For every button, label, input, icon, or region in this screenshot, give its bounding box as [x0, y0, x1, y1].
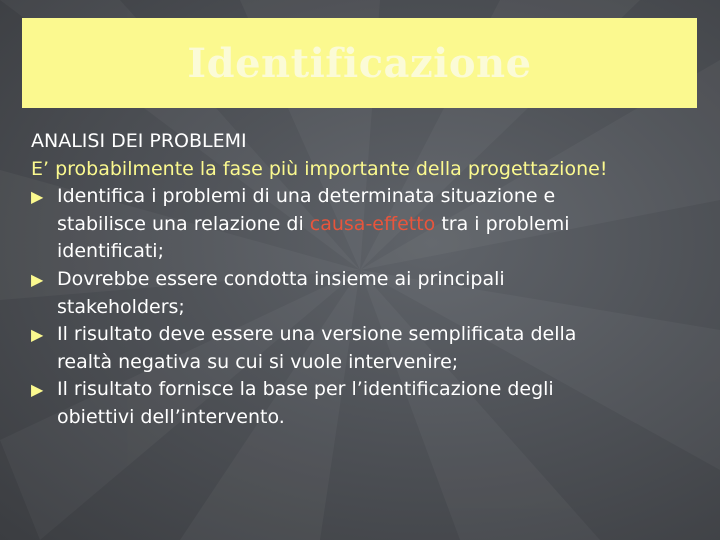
bullet-arrow-icon: ▶ [31, 325, 44, 345]
bullet-text-line [57, 211, 701, 239]
bullet-arrow-icon: ▶ [31, 380, 44, 400]
highlight-text: causa-effetto [309, 212, 436, 235]
bullet-text-line: obiettivi dell’intervento. [57, 405, 285, 428]
bullet-text-line: realtà negativa su cui si vuole intervenire; [57, 350, 459, 373]
bullet-arrow-icon: ▶ [31, 187, 44, 207]
bullet-item [31, 321, 701, 376]
bullet-arrow-icon: ▶ [31, 269, 44, 289]
section-heading: ANALISI DEI PROBLEMI [31, 130, 247, 152]
bullet-text-line: Il risultato deve essere una versione semplificata della [57, 323, 577, 346]
intro-text: E’ probabilmente la fase più importante della progettazione! [31, 157, 608, 180]
bullet-text-line: Dovrebbe essere condotta insieme ai principali [57, 267, 505, 290]
bullet-text-line: Identifica i problemi di una determinata situazione e [57, 185, 556, 208]
bullet-item [31, 376, 701, 431]
bullet-text-line: identificati; [57, 240, 164, 263]
slide-title: Identificazione [187, 39, 532, 87]
title-box [22, 18, 697, 108]
bullet-item [31, 183, 701, 266]
bullet-text-line: Il risultato fornisce la base per l’identificazione degli [57, 378, 554, 401]
bullet-text-segment: tra i problemi [435, 212, 570, 235]
bullet-item [31, 266, 701, 321]
bullet-text-segment: stabilisce una relazione di [57, 212, 310, 235]
bullet-text-line: stakeholders; [57, 295, 185, 318]
slide-body [31, 128, 701, 432]
